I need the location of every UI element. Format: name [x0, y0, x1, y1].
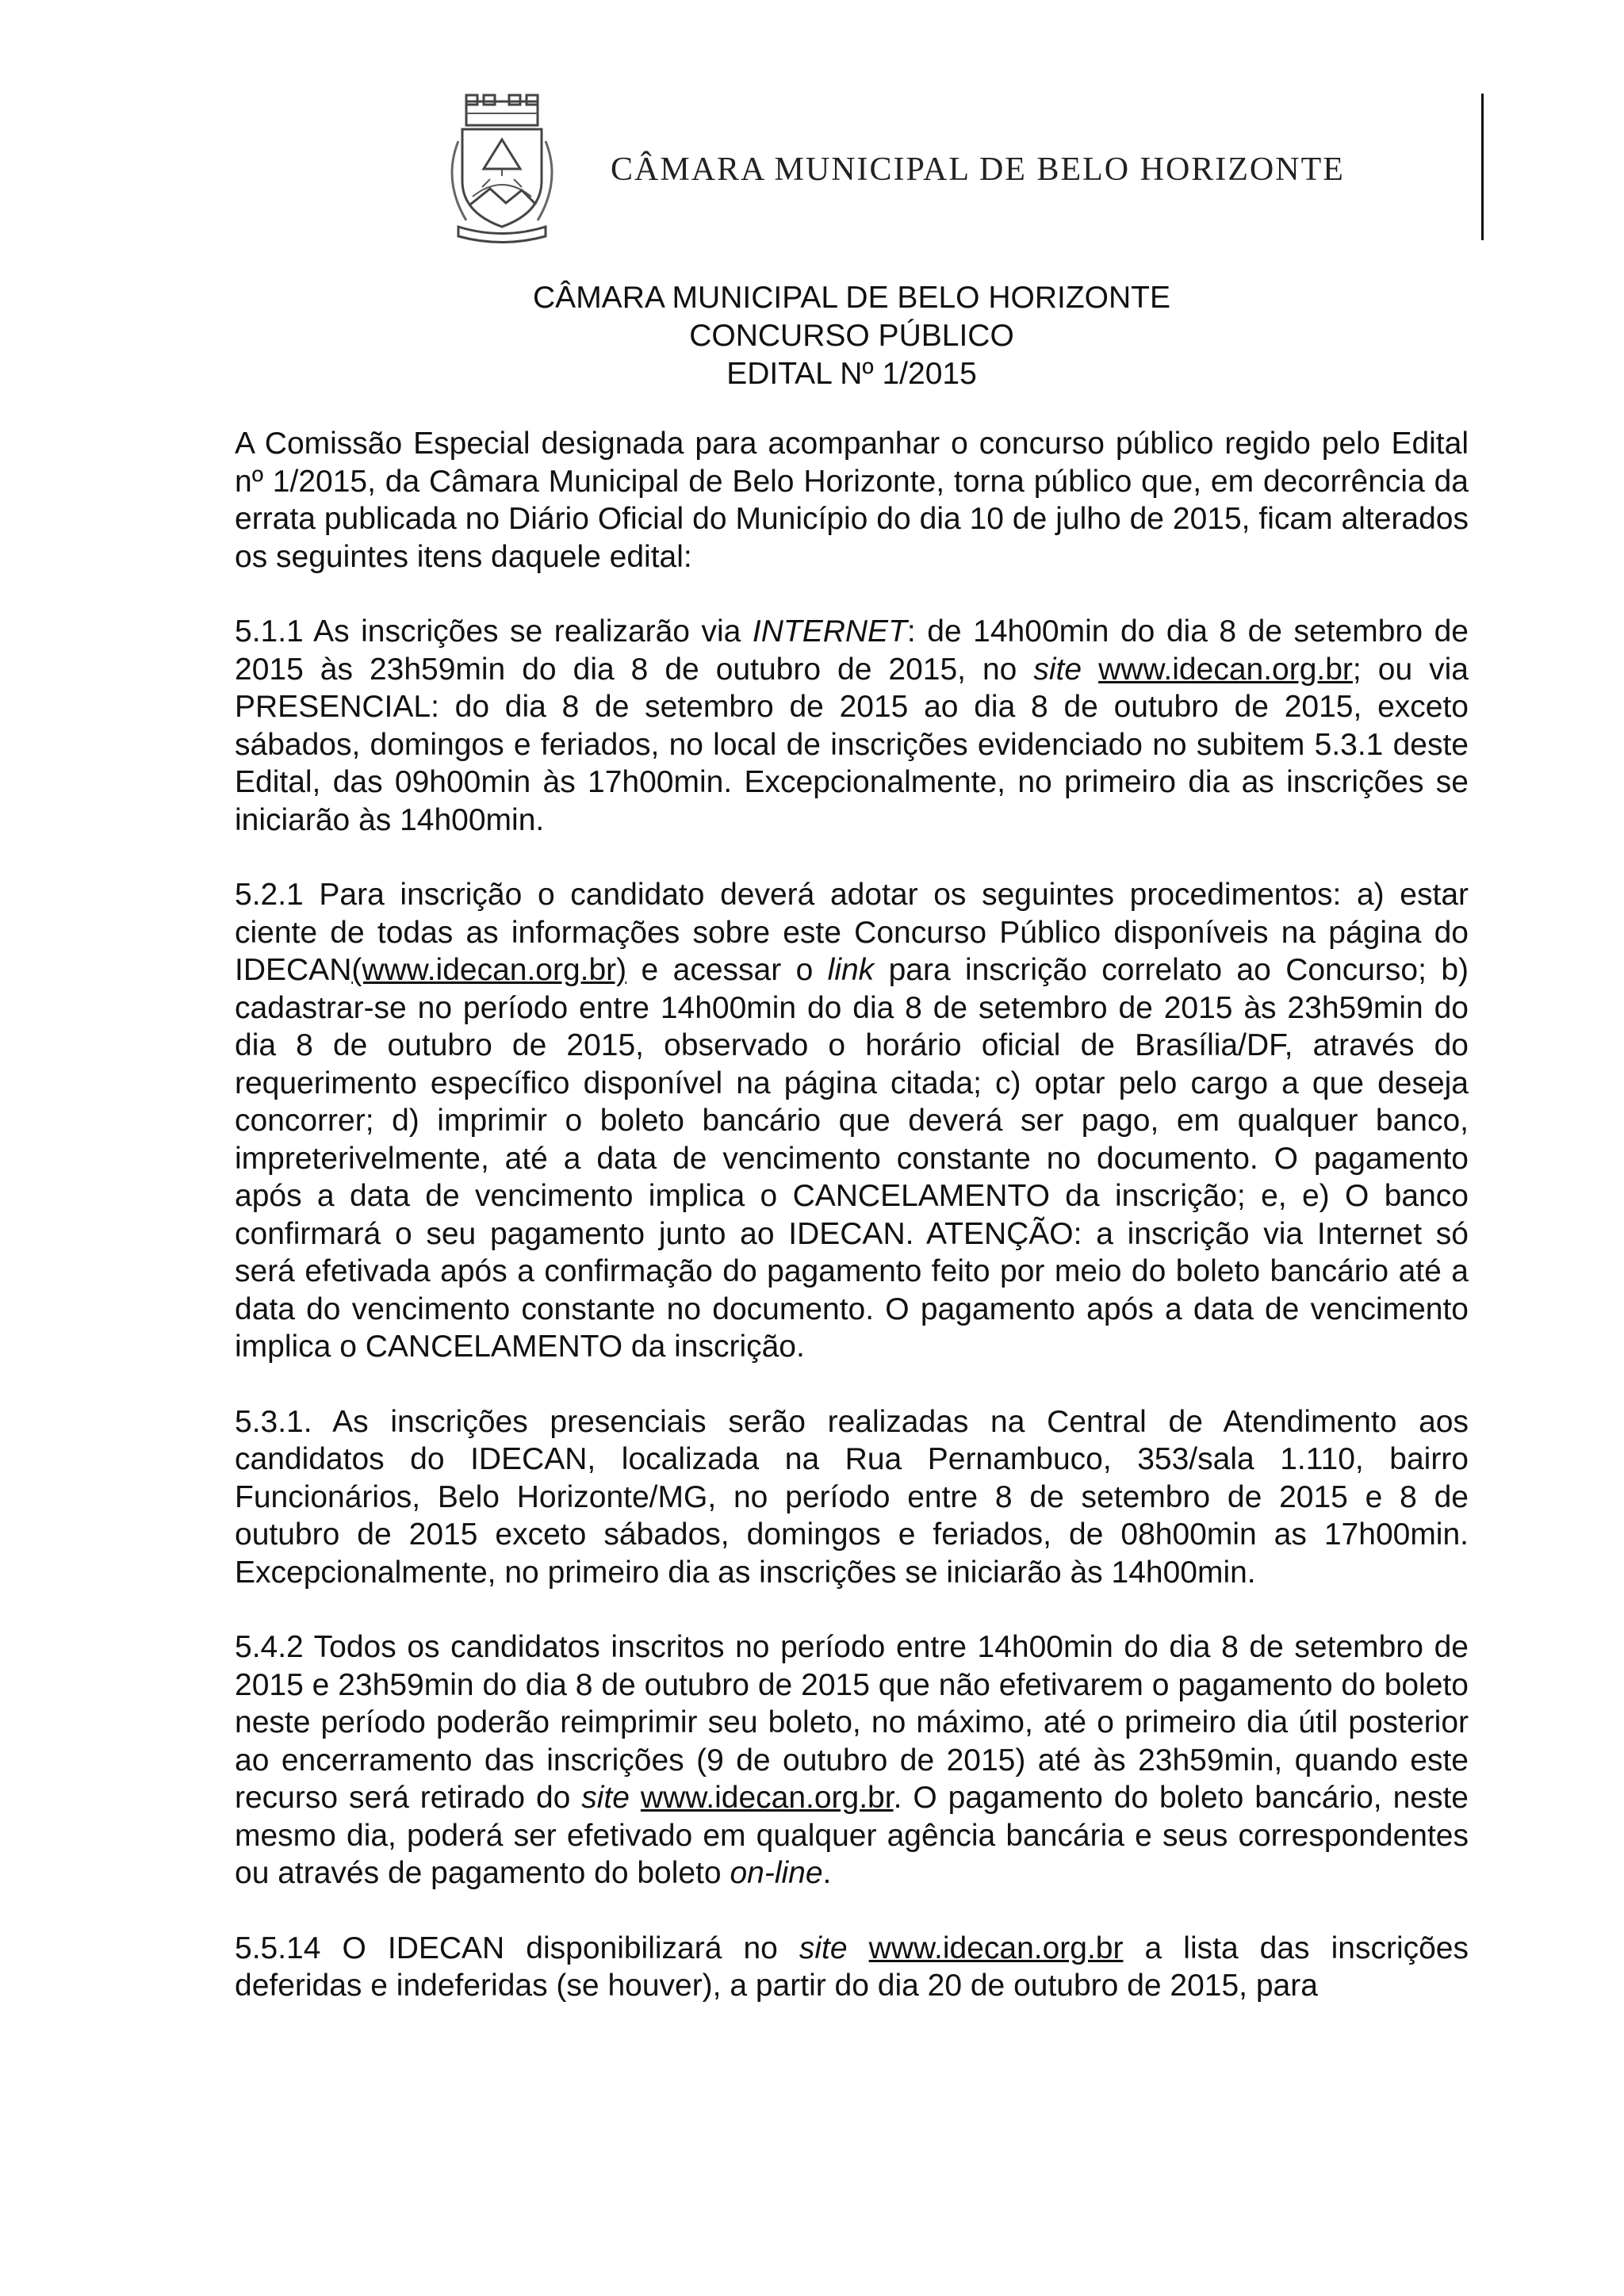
item-5-4-2: 5.4.2 Todos os candidatos inscritos no período entre 14h00min do dia 8 de setembro de 2015 e 23h59min do dia 8 de outubro de 2015 que não efetivarem o pagamento do boleto neste período poderão reimprimir seu boleto, no máximo, até o primeiro dia útil posterior ao encerramento das inscrições (9 de outubro de 2015) até às 23h59min, quando este recurso será retirado do site www.idecan.org.br. O pagamento do boleto bancário, neste mesmo dia, poderá ser efetivado em qualquer agência bancária e seus correspondentes ou através de pagamento do boleto on-line.: [235, 1630, 1469, 1890]
document-body: [235, 425, 1469, 2042]
item-5-2-1: 5.2.1 Para inscrição o candidato deverá adotar os seguintes procedimentos: a) estar ciente de todas as informações sobre este Concurso Público disponíveis na página do IDECAN(www.idecan.org.br) e acessar o link para inscrição correlato ao Concurso; b) cadastrar-se no período entre 14h00min do dia 8 de setembro de 2015 às 23h59min do dia 8 de outubro de 2015, observado o horário oficial de Brasília/DF, através do requerimento específico disponível na página citada; c) optar pelo cargo a que deseja concorrer; d) imprimir o boleto bancário que deverá ser pago, em qualquer banco, impreterivelmente, até a data de vencimento constante no documento. O pagamento após a data de vencimento implica o CANCELAMENTO da inscrição; e, e) O banco confirmará o seu pagamento junto ao IDECAN. ATENÇÃO: a inscrição via Internet só será efetivada após a confirmação do pagamento feito por meio do boleto bancário até a data do vencimento constante no documento. O pagamento após a data de vencimento implica o CANCELAMENTO da inscrição.: [235, 878, 1469, 1364]
intro-paragraph: A Comissão Especial designada para acompanhar o concurso público regido pelo Edital nº 1/2015, da Câmara Municipal de Belo Horizonte, torna público que, em decorrência da errata publicada no Diário Oficial do Município do dia 10 de julho de 2015, ficam alterados os seguintes itens daquele edital:: [235, 427, 1469, 574]
item-5-5-14: 5.5.14 O IDECAN disponibilizará no site www.idecan.org.br a lista das inscrições deferidas e indeferidas (se houver), a partir do dia 20 de outubro de 2015, para: [235, 1931, 1469, 2003]
title-edict: EDITAL Nº 1/2015: [726, 357, 977, 391]
document-titles: [238, 279, 1465, 393]
idecan-link[interactable]: www.idecan.org.br: [1098, 652, 1353, 687]
coat-of-arms-icon: [435, 94, 569, 244]
item-5-3-1: 5.3.1. As inscrições presenciais serão realizadas na Central de Atendimento aos candidatos do IDECAN, localizada na Rua Pernambuco, 353/sala 1.110, bairro Funcionários, Belo Horizonte/MG, no período entre 8 de setembro de 2015 e 8 de outubro de 2015 exceto sábados, domingos e feriados, de 08h00min as 17h00min. Excepcionalmente, no primeiro dia as inscrições se iniciarão às 14h00min.: [235, 1404, 1469, 1590]
letterhead-title: CÂMARA MUNICIPAL DE BELO HORIZONTE: [611, 151, 1345, 188]
item-5-1-1: 5.1.1 As inscrições se realizarão via INTERNET: de 14h00min do dia 8 de setembro de 2015 às 23h59min do dia 8 de outubro de 2015, no site www.idecan.org.br; ou via PRESENCIAL: do dia 8 de setembro de 2015 ao dia 8 de outubro de 2015, exceto sábados, domingos e feriados, no local de inscrições evidenciado no subitem 5.3.1 deste Edital, das 09h00min às 17h00min. Excepcionalmente, no primeiro dia as inscrições se iniciarão às 14h00min.: [235, 614, 1469, 837]
header-divider: [1481, 94, 1484, 240]
idecan-link[interactable]: www.idecan.org.br: [640, 1781, 894, 1815]
title-chamber: CÂMARA MUNICIPAL DE BELO HORIZONTE: [533, 281, 1170, 315]
idecan-link[interactable]: (www.idecan.org.br): [351, 953, 627, 987]
idecan-link[interactable]: www.idecan.org.br: [868, 1931, 1124, 1965]
title-contest: CONCURSO PÚBLICO: [689, 319, 1014, 353]
